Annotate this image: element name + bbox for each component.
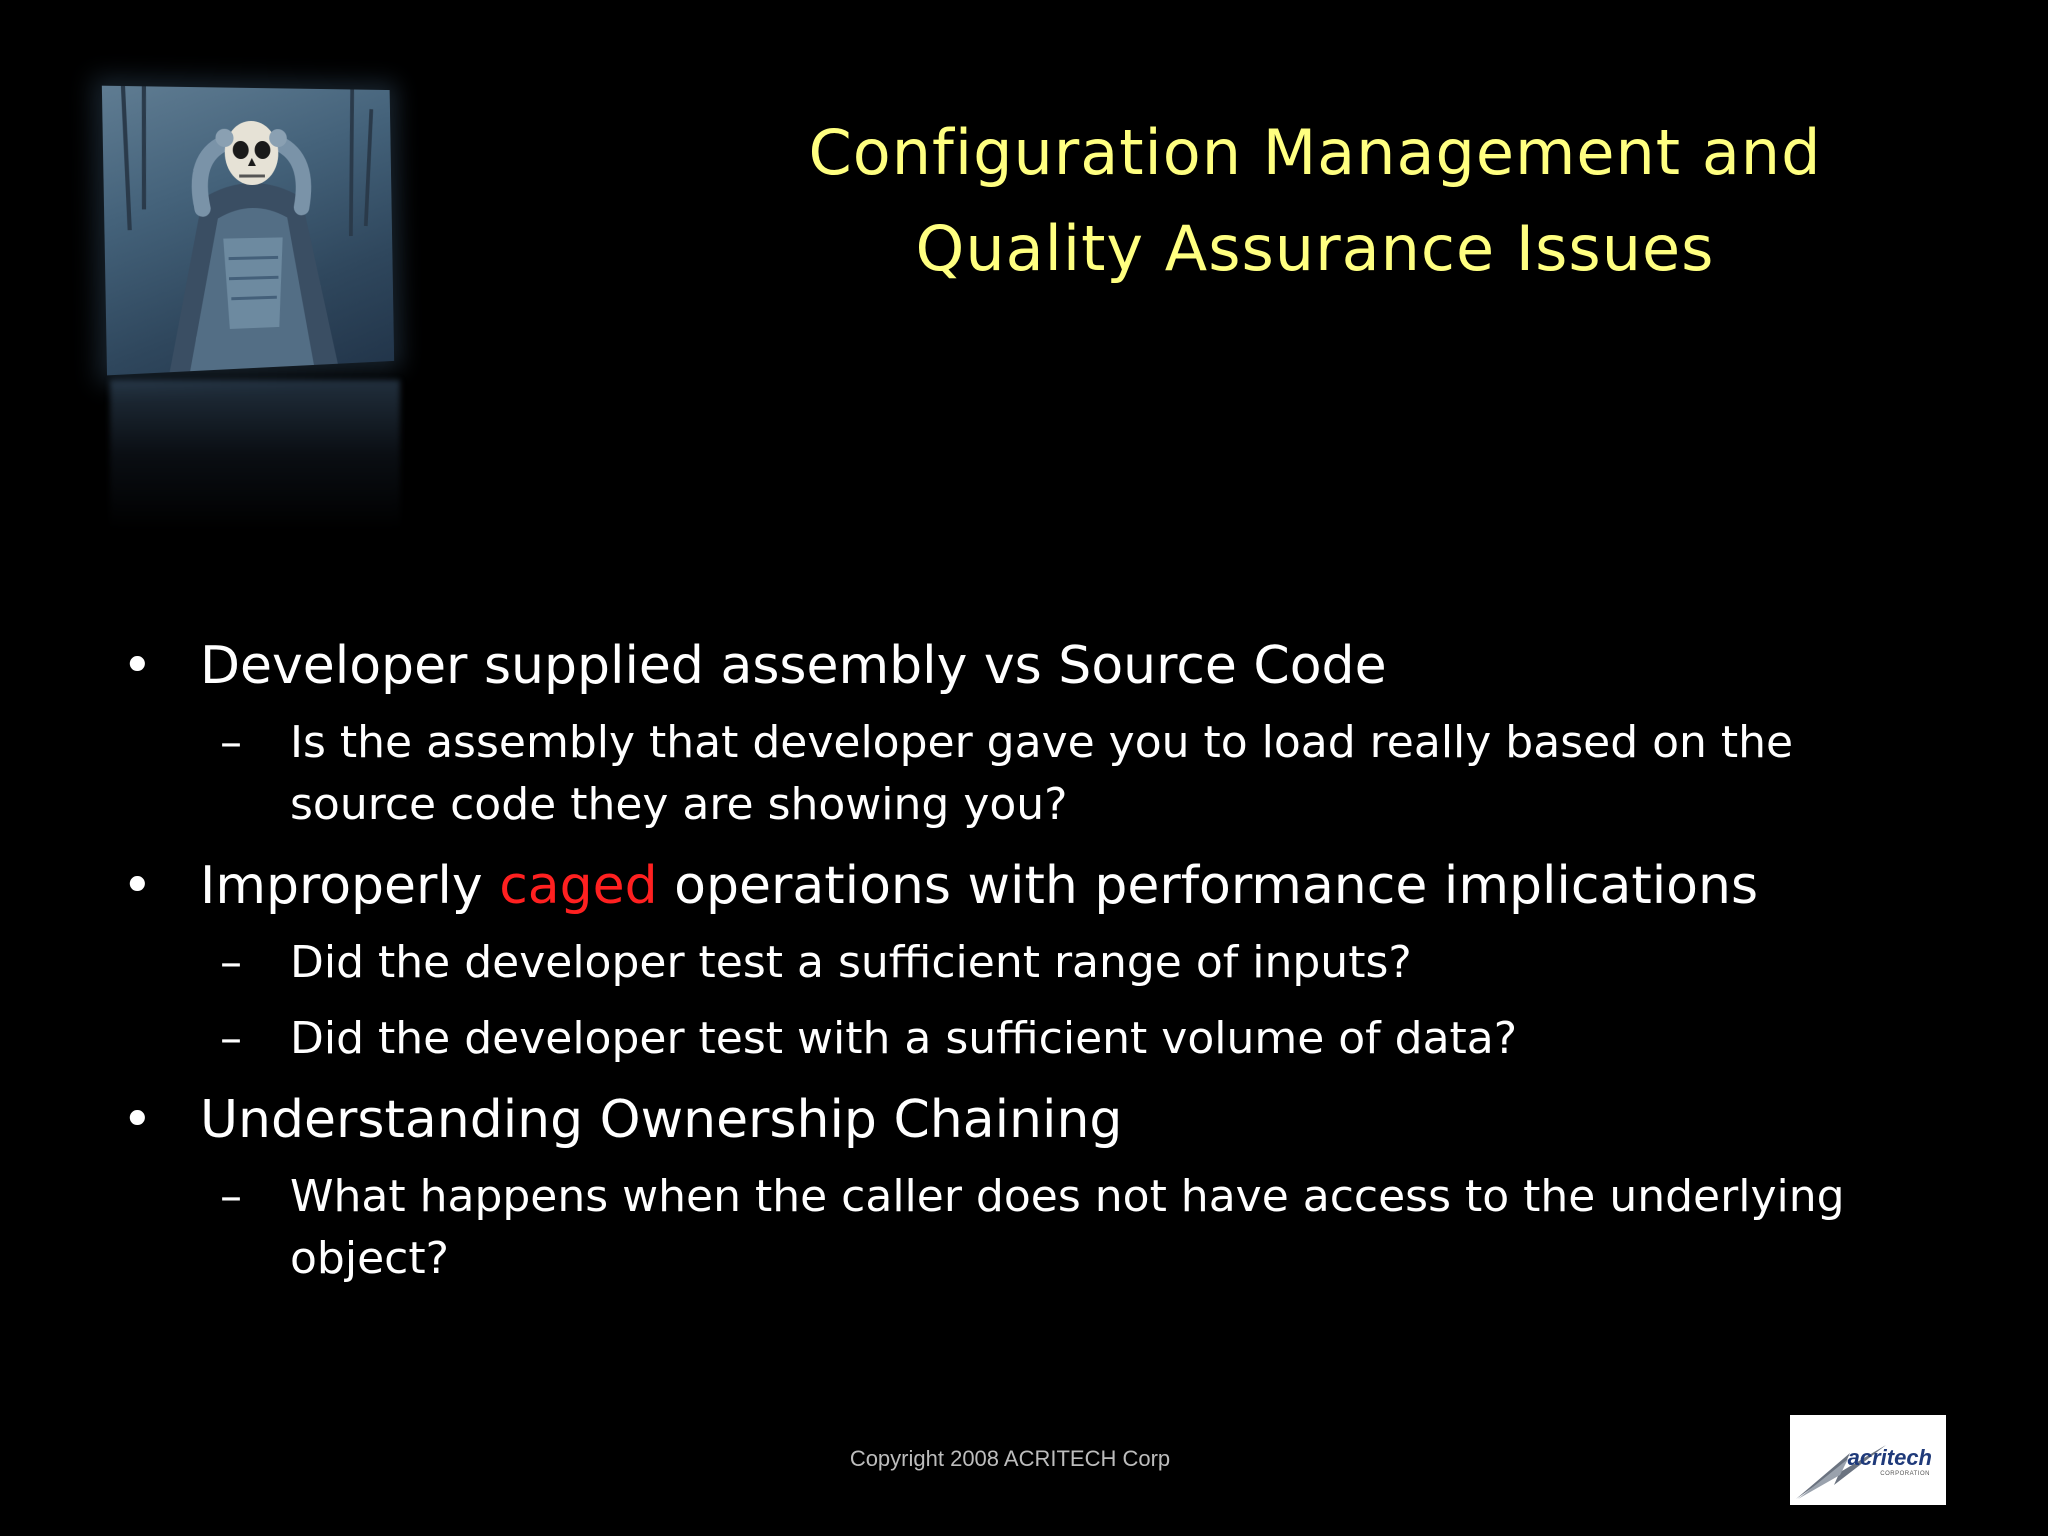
bullet-text-after: operations with performance implications <box>657 856 1759 916</box>
bullet-marker: • <box>122 1090 153 1150</box>
bullet-marker: • <box>122 636 153 696</box>
logo-subtitle: CORPORATION <box>1880 1471 1930 1477</box>
logo-name: acritech <box>1847 1445 1932 1470</box>
bullet-text: Developer supplied assembly vs Source Code <box>200 636 1387 696</box>
bullet-item-1 <box>120 630 1940 702</box>
skeleton-photo-frame <box>102 86 394 376</box>
sub-bullet-marker: – <box>220 937 242 988</box>
bullet-text: Understanding Ownership Chaining <box>200 1090 1123 1150</box>
bullet-marker: • <box>122 856 153 916</box>
bullet-item-2 <box>120 850 1940 922</box>
bullet-text-before: Improperly <box>200 856 500 916</box>
skeleton-figure-icon <box>102 86 394 376</box>
slide-title <box>780 105 1850 297</box>
sub-bullet-item <box>120 712 1940 836</box>
bullet-item-3 <box>120 1084 1940 1156</box>
sub-bullet-text: Did the developer test with a sufficient volume of data? <box>290 1013 1518 1064</box>
sub-bullet-text: Did the developer test a sufficient range of inputs? <box>290 937 1412 988</box>
bullet-highlight-word: caged <box>499 856 658 916</box>
title-line-2: Quality Assurance Issues <box>915 212 1715 285</box>
sub-bullet-item <box>120 932 1940 994</box>
sub-bullet-text: Is the assembly that developer gave you to load really based on the source code they are showing you? <box>290 717 1794 830</box>
title-line-1: Configuration Management and <box>808 116 1822 189</box>
skeleton-photo <box>100 80 430 530</box>
sub-bullet-marker: – <box>220 717 242 768</box>
acritech-logo <box>1790 1415 1946 1505</box>
bullet-list <box>120 630 1940 1304</box>
sub-bullet-marker: – <box>220 1013 242 1064</box>
photo-reflection <box>110 380 400 530</box>
footer-copyright: Copyright 2008 ACRITECH Corp <box>849 1446 1171 1471</box>
sub-bullet-item <box>120 1008 1940 1070</box>
sub-bullet-marker: – <box>220 1171 242 1222</box>
sub-bullet-item <box>120 1166 1940 1290</box>
sub-bullet-text: What happens when the caller does not have access to the underlying object? <box>290 1171 1845 1284</box>
